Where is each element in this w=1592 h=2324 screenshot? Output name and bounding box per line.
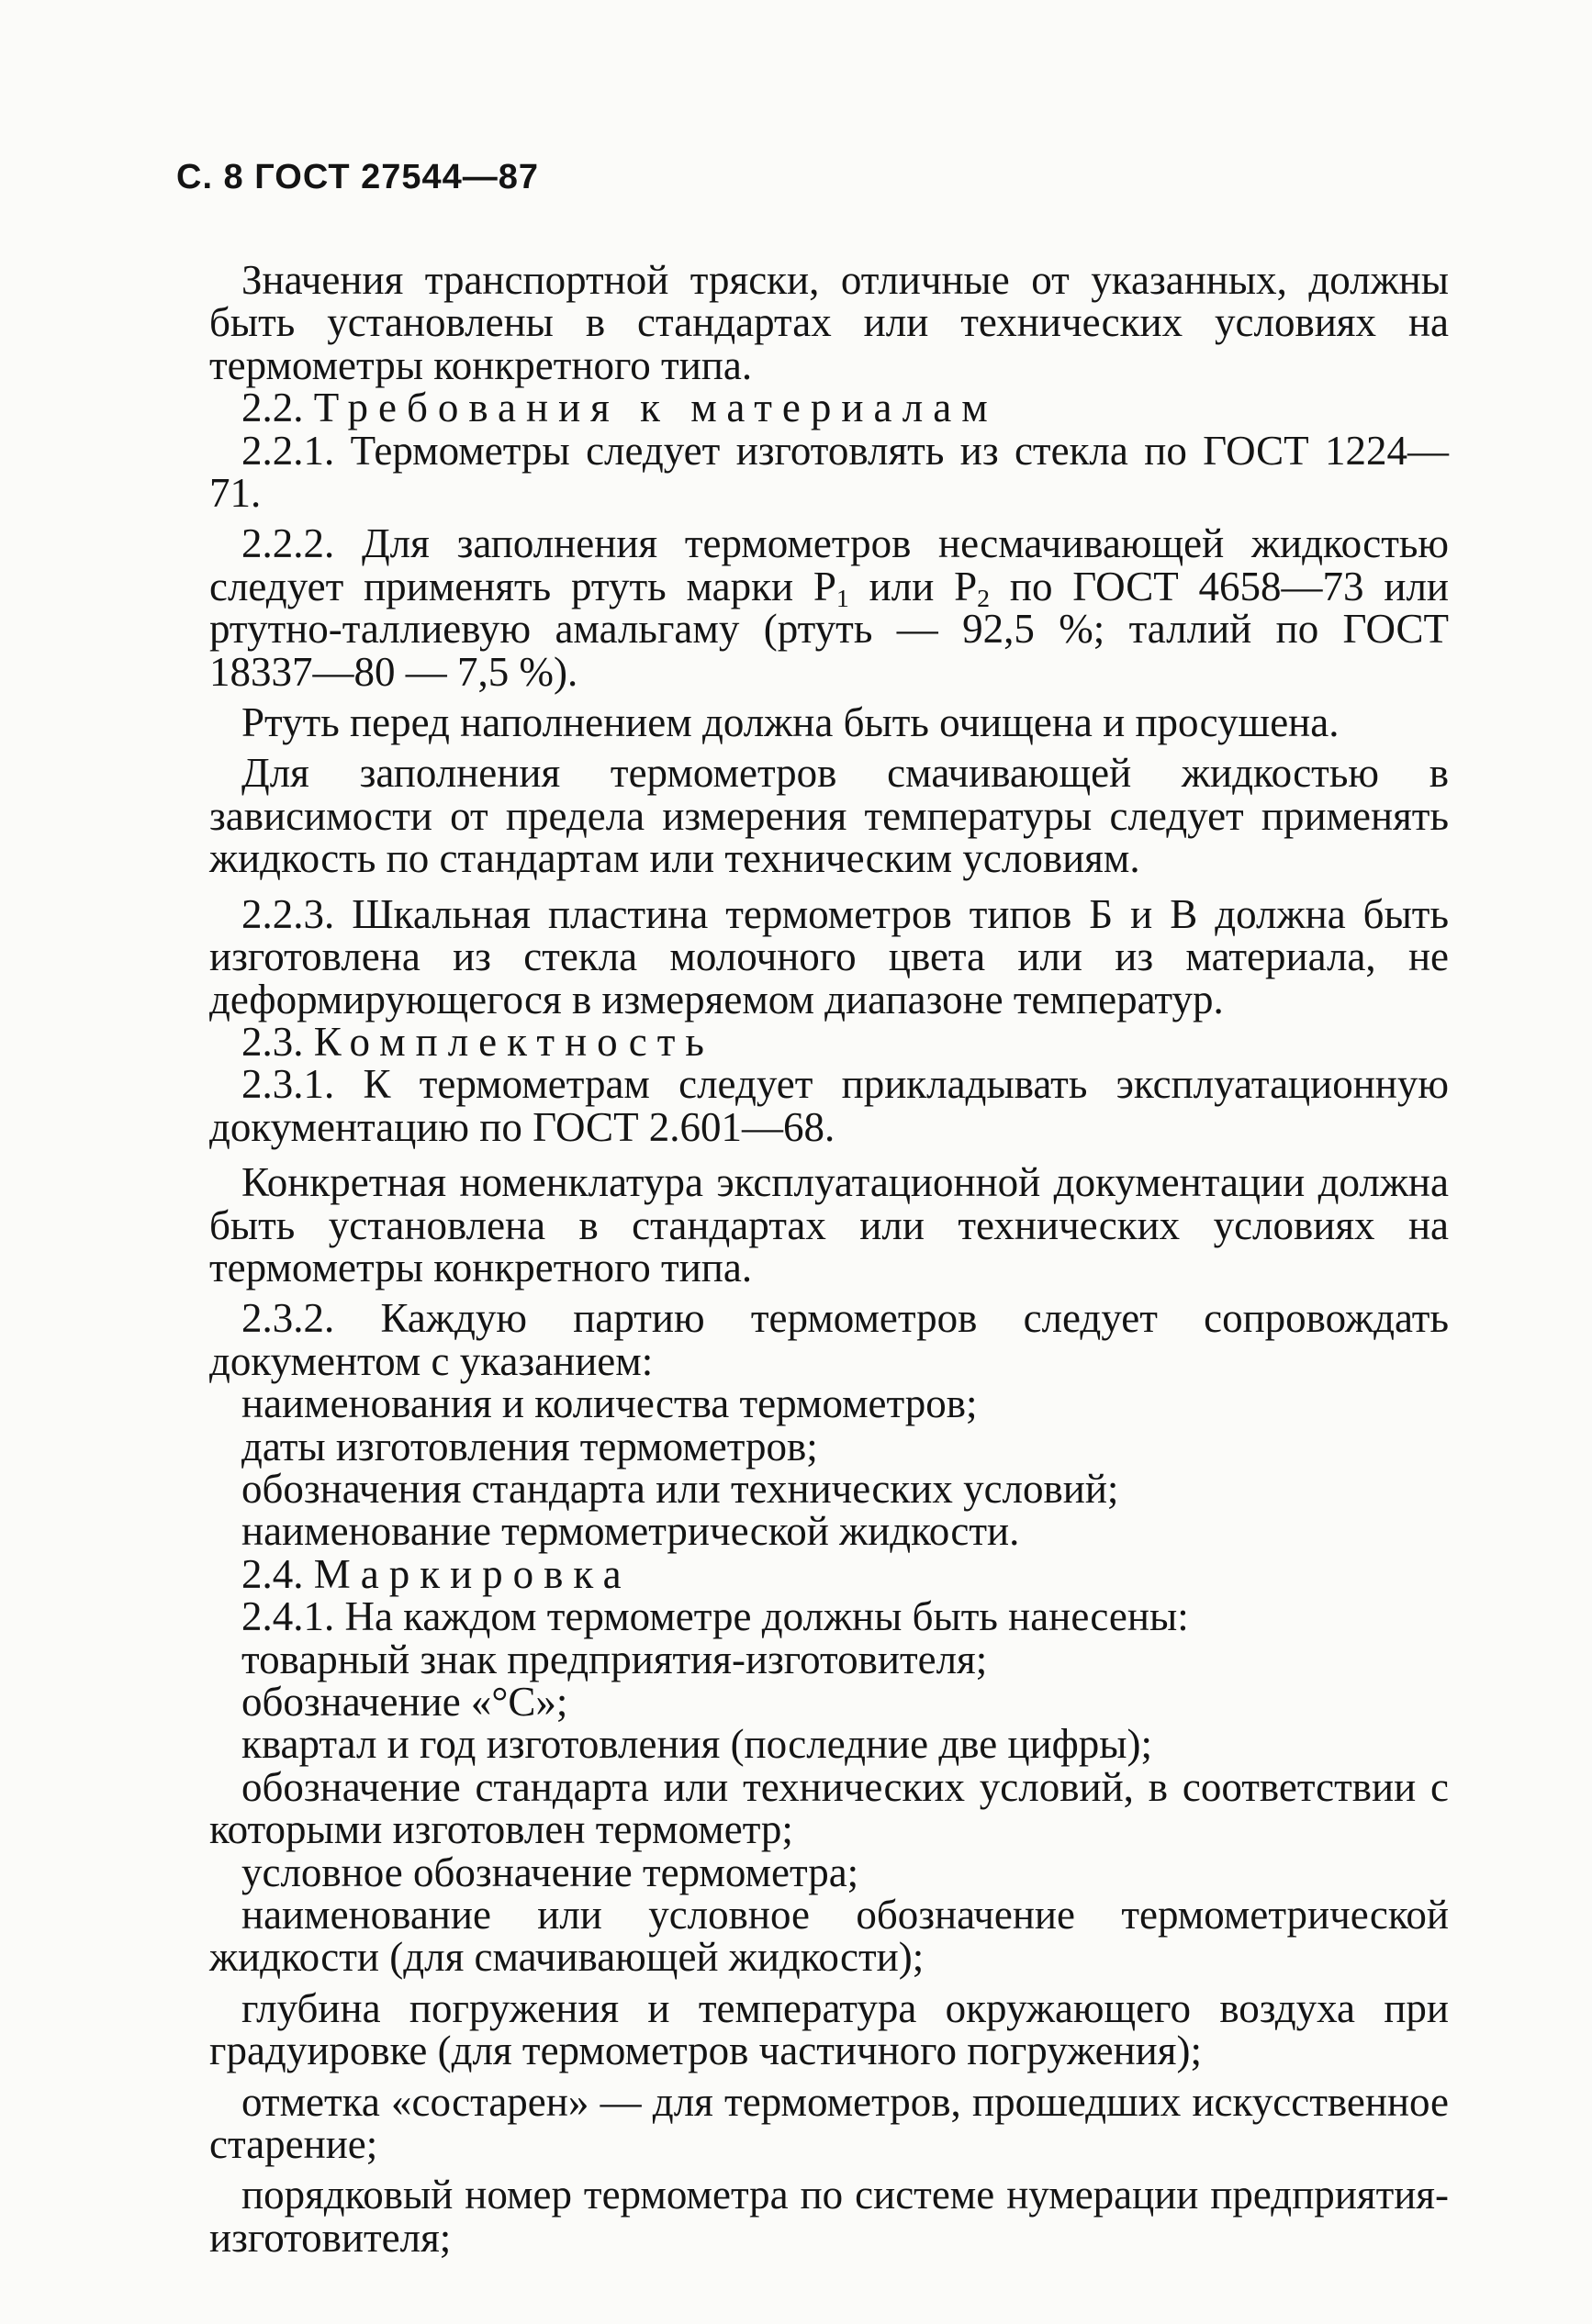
section-number: 2.2. [241,385,304,431]
list-item: обозначение стандарта или технических условий, в соответствии с которыми изготовлен термометр; [209,1763,1449,1853]
clause-2-2-3: 2.2.3. Шкальная пластина термометров типов Б и В должна быть изготовлена из стекла молочного цвета или из материала, не деформирующегося в измеряемом диапазоне температур. [209,890,1449,1022]
list-item: условное обозначение термометра; [241,1849,859,1895]
paragraph-wetting-liquid: Для заполнения термометров смачивающей жидкостью в зависимости от предела измерения температуры следует применять жидкость по стандартам или техническим условиям. [209,750,1449,882]
clause-2-3-1: 2.3.1. К термометрам следует прикладывать эксплуатационную документацию по ГОСТ 2.601—68. [209,1061,1449,1150]
list-item: наименование или условное обозначение термометрической жидкости (для смачивающей жидкости); [209,1892,1449,1981]
page-header: С. 8 ГОСТ 27544—87 [176,158,540,196]
grade-subscript: 2 [977,584,991,613]
list-item: даты изготовления термометров; [241,1423,818,1469]
list-item: глубина погружения и температура окружающего воздуха при градуировке (для термометров частичного погружения); [209,1984,1449,2074]
clause-text: по ГОСТ 4658—73 или ртутно-таллиевую амальгаму (ртуть — 92,5 %; таллий по ГОСТ 18337—80 — 7,5 %). [209,563,1449,695]
list-item: квартал и год изготовления (последние две цифры); [241,1721,1152,1768]
clause-text: 2.2.2. Для заполнения термометров несмачивающей жидкостью следует применять ртуть марки Р [209,520,1449,609]
section-number: 2.4. [241,1550,304,1597]
paragraph-nomenclature: Конкретная номенклатура эксплуатационной документации должна быть установлена в стандартах или технических условиях на термометры конкретного типа. [209,1159,1449,1290]
list-item: товарный знак предприятия-изготовителя; [241,1636,988,1682]
paragraph-mercury: Ртуть перед наполнением должна быть очищена и просушена. [241,699,1340,746]
document-body [209,259,1449,2259]
section-title: Требования к материалам [313,385,998,431]
section-heading-2-2 [209,386,1449,429]
clause-2-4-1: 2.4.1. На каждом термометре должны быть нанесены: [241,1593,1189,1640]
section-heading-2-3 [209,1018,1449,1065]
section-number: 2.3. [241,1018,304,1065]
paragraph-intro: Значения транспортной тряски, отличные от указанных, должны быть установлены в стандартах или технических условиях на термометры конкретного типа. [209,257,1449,388]
list-item: наименования и количества термометров; [241,1380,978,1427]
section-title: Комплектность [313,1018,714,1065]
clause-text: или Р [848,563,978,609]
clause-2-2-2 [209,522,1449,693]
list-item: наименование термометрической жидкости. [241,1508,1020,1555]
list-item: порядковый номер термометра по системе нумерации предприятия-изготовителя; [209,2172,1449,2261]
section-title: Маркировка [313,1550,632,1597]
list-item: обозначения стандарта или технических условий; [241,1465,1119,1512]
list-item: обозначение «°С»; [241,1679,568,1725]
grade-subscript: 1 [835,584,849,613]
clause-2-2-1: 2.2.1. Термометры следует изготовлять из стекла по ГОСТ 1224—71. [209,427,1449,517]
clause-2-3-2: 2.3.2. Каждую партию термометров следует сопровождать документом с указанием: [209,1295,1449,1384]
section-heading-2-4 [209,1550,1449,1597]
list-item: отметка «состарен» — для термометров, прошедших искусственное старение; [209,2078,1449,2168]
